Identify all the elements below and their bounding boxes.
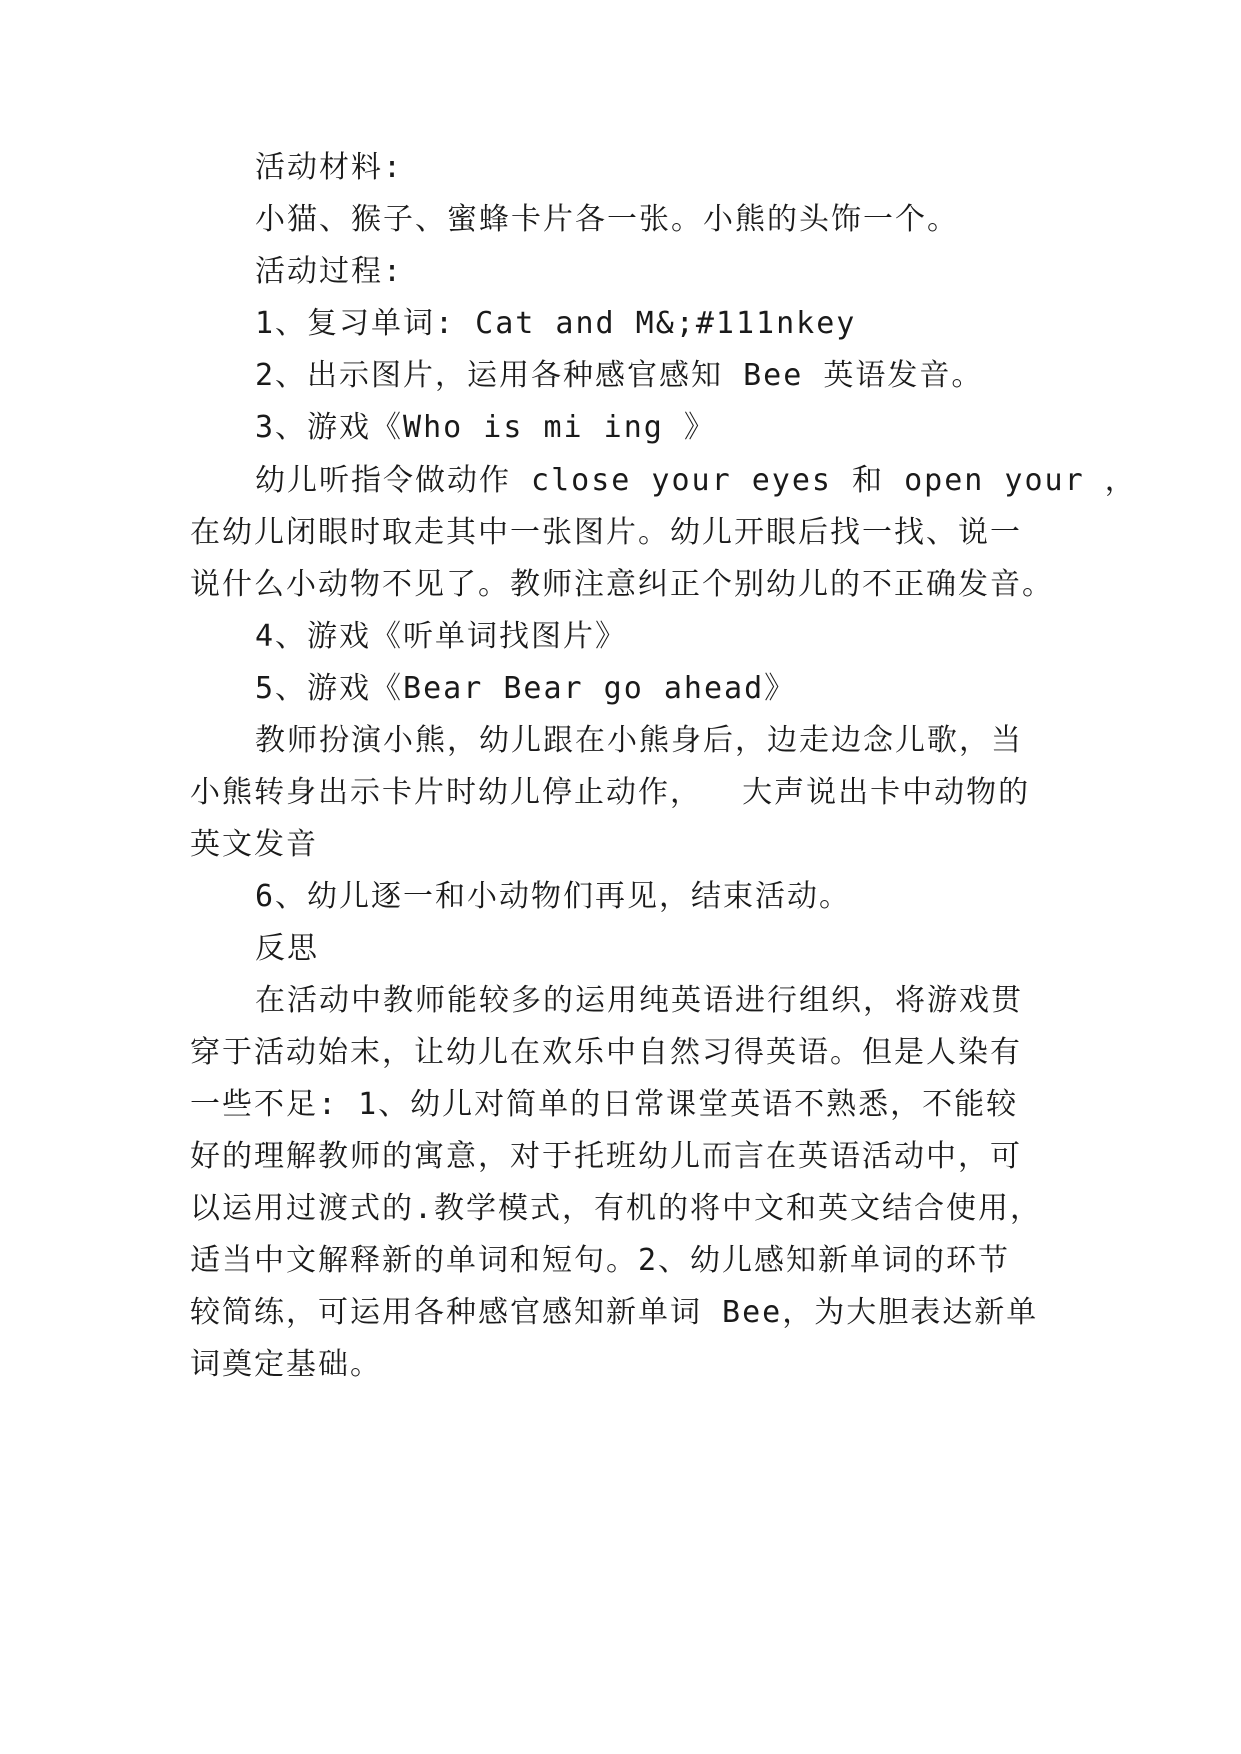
paragraph-line: 较简练，可运用各种感官感知新单词 Bee，为大胆表达新单 (190, 1295, 1039, 1330)
paragraph-line: 穿于活动始末，让幼儿在欢乐中自然习得英语。但是人染有 (190, 1035, 1022, 1070)
list-item-step-4: 4、游戏《听单词找图片》 (255, 619, 628, 654)
list-item-step-5: 5、游戏《Bear Bear go ahead》 (255, 671, 797, 706)
paragraph-line: 说什么小动物不见了。教师注意纠正个别幼儿的不正确发音。 (190, 567, 1054, 602)
list-item-step-1: 1、复习单词: Cat and M&;#111nkey (255, 306, 857, 341)
paragraph-line: 小猫、猴子、蜜蜂卡片各一张。小熊的头饰一个。 (255, 202, 959, 237)
paragraph-line: 教师扮演小熊，幼儿跟在小熊身后，边走边念儿歌，当 (255, 723, 1023, 758)
paragraph-line: 小熊转身出示卡片时幼儿停止动作， 大声说出卡中动物的 (190, 775, 1031, 810)
list-item-step-2: 2、出示图片，运用各种感官感知 Bee 英语发音。 (255, 358, 984, 393)
paragraph-line: 英文发音 (190, 827, 318, 862)
paragraph-line: 一些不足: 1、幼儿对简单的日常课堂英语不熟悉，不能较 (190, 1087, 1019, 1122)
paragraph-line: 幼儿听指令做动作 close your eyes 和 open your ， (255, 463, 1137, 498)
paragraph-line: 适当中文解释新的单词和短句。2、幼儿感知新单词的环节 (190, 1243, 1011, 1278)
paragraph-line: 词奠定基础。 (190, 1347, 382, 1382)
paragraph-line: 在活动中教师能较多的运用纯英语进行组织，将游戏贯 (255, 983, 1023, 1018)
paragraph-line: 以运用过渡式的.教学模式，有机的将中文和英文结合使用， (190, 1191, 1043, 1226)
list-item-step-3: 3、游戏《Who is mi ing 》 (255, 410, 716, 445)
paragraph-line: 好的理解教师的寓意，对于托班幼儿而言在英语活动中，可 (190, 1139, 1022, 1174)
list-item-step-6: 6、幼儿逐一和小动物们再见，结束活动。 (255, 879, 852, 914)
section-heading-reflection: 反思 (255, 931, 319, 966)
section-heading-materials: 活动材料: (255, 150, 404, 185)
paragraph-line: 在幼儿闭眼时取走其中一张图片。幼儿开眼后找一找、说一 (190, 515, 1022, 550)
section-heading-process: 活动过程: (255, 254, 404, 289)
